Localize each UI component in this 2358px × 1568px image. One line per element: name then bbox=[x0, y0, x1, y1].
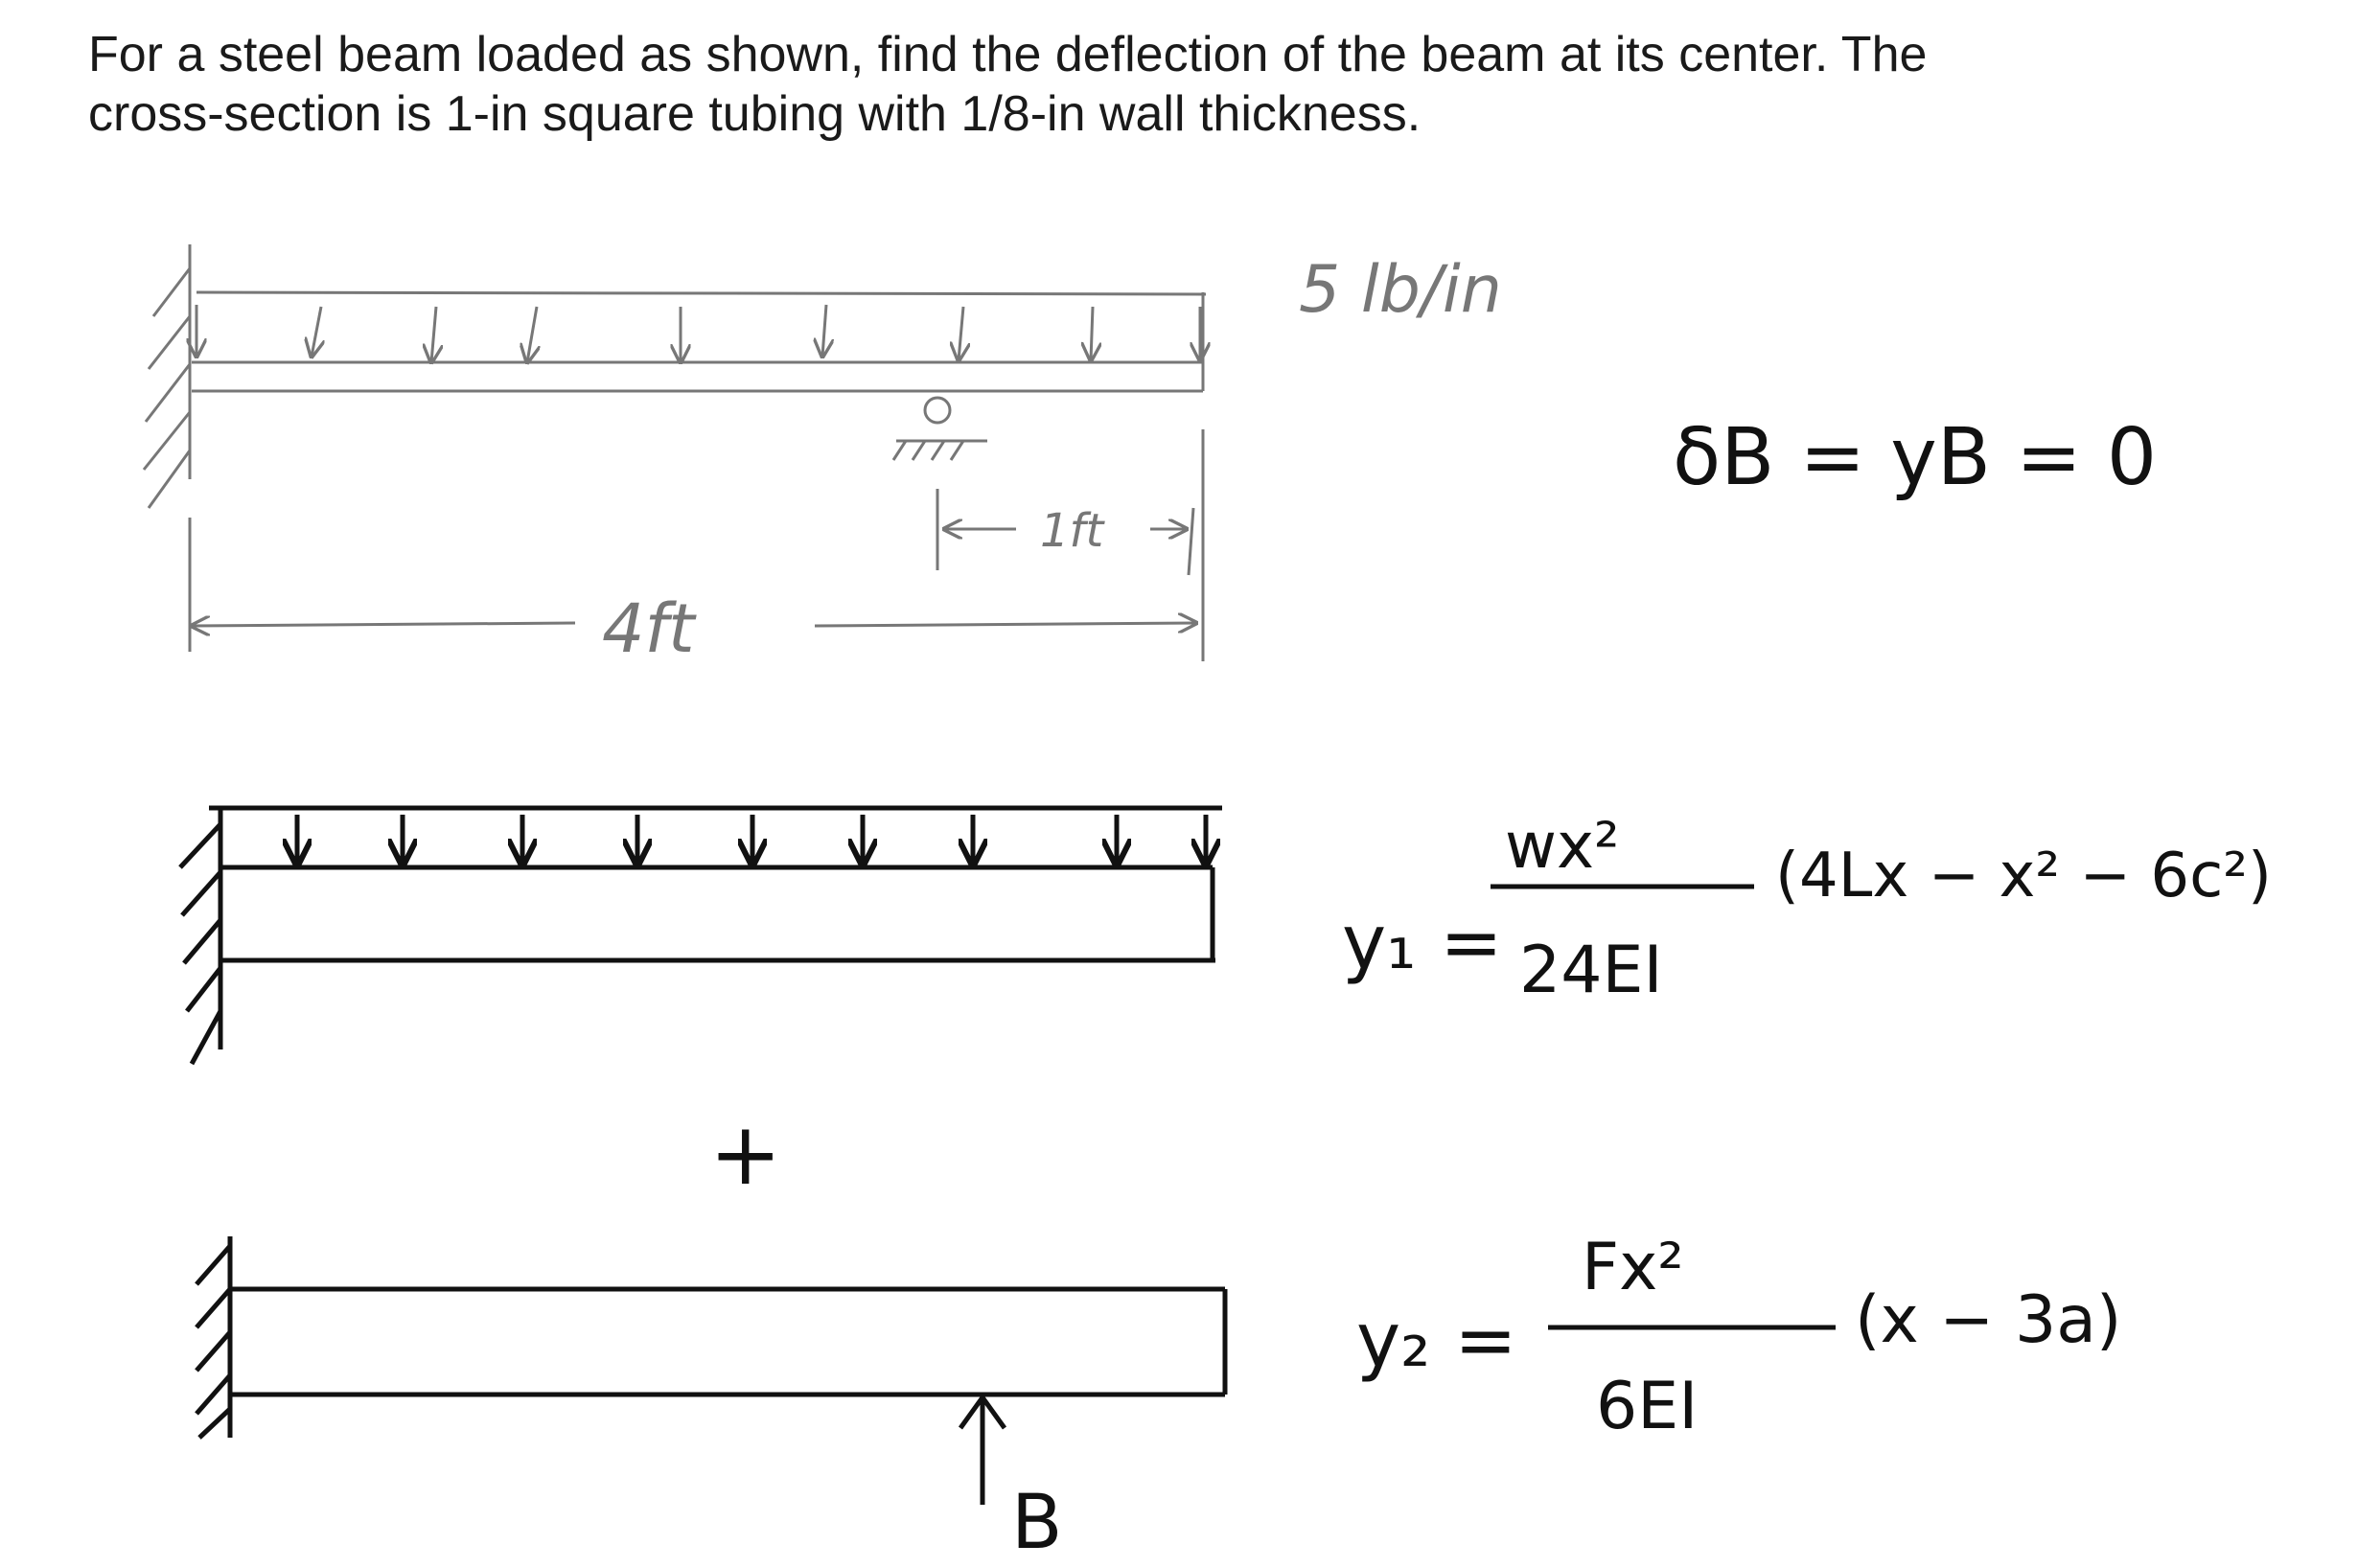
load-intensity-label: 5 lb/in bbox=[1299, 252, 1502, 328]
distributed-load-arrows-middle bbox=[297, 815, 1206, 865]
offset-dimension-label: 1ft bbox=[1040, 504, 1104, 558]
load-case-beam bbox=[180, 808, 1222, 1064]
reaction-force-arrow bbox=[960, 1397, 1005, 1505]
reaction-label: B bbox=[1011, 1480, 1063, 1566]
y2-lhs: y₂ = bbox=[1356, 1298, 1517, 1384]
fixed-wall-middle bbox=[180, 810, 220, 1064]
equation-y2 bbox=[1356, 1230, 2121, 1444]
y2-tail: (x − 3a) bbox=[1855, 1282, 2122, 1358]
beam-top bbox=[192, 292, 1206, 391]
roller-support-top bbox=[893, 398, 987, 460]
beam-middle bbox=[209, 808, 1222, 960]
y2-numerator: Fx² bbox=[1582, 1230, 1684, 1305]
y1-numerator: wx² bbox=[1505, 809, 1620, 883]
compatibility-equation: δB = yB = 0 bbox=[1673, 412, 2158, 503]
equation-y1 bbox=[1342, 809, 2272, 1008]
distributed-load-arrows-top bbox=[196, 305, 1200, 362]
span-dimension-label: 4ft bbox=[602, 589, 695, 668]
superposition-plus: + bbox=[709, 1104, 782, 1205]
problem-line-2: cross-section is 1-in square tubing with 1/8-in wall thickness. bbox=[88, 86, 1422, 142]
y1-tail: (4Lx − x² − 6c²) bbox=[1775, 841, 2272, 911]
y2-denominator: 6EI bbox=[1596, 1369, 1699, 1444]
fixed-wall-top bbox=[144, 244, 190, 508]
problem-line-1: For a steel beam loaded as shown, find the deflection of the beam at its center. The bbox=[88, 27, 1928, 82]
y1-lhs: y₁ = bbox=[1342, 900, 1503, 986]
beam-bottom bbox=[230, 1289, 1225, 1395]
original-sketch bbox=[144, 244, 1502, 668]
y1-denominator: 24EI bbox=[1519, 933, 1663, 1008]
fixed-wall-bottom bbox=[196, 1236, 230, 1438]
reaction-case-beam bbox=[196, 1236, 1225, 1566]
